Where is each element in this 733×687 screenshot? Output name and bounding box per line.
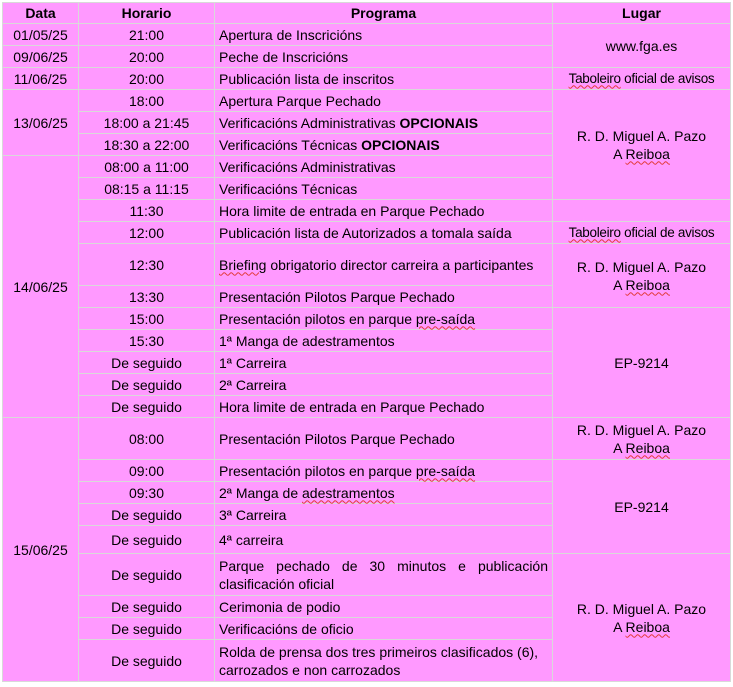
- time-cell: 09:30: [79, 482, 215, 504]
- time-cell: 08:00 a 11:00: [79, 156, 215, 178]
- place-cell: [553, 68, 731, 90]
- table-row: [3, 200, 731, 222]
- program-cell: Verificacións Técnicas OPCIONAIS: [215, 134, 553, 156]
- place-cell: Taboleiro oficial de avisos: [553, 222, 731, 244]
- date-cell: 14/06/25: [3, 156, 79, 418]
- place-cell: EP-9214: [553, 460, 731, 554]
- time-cell: De seguido: [79, 554, 215, 596]
- time-cell: 18:00 a 21:45: [79, 112, 215, 134]
- program-cell: 1ª Manga de adestramentos: [215, 330, 553, 352]
- place-cell: R. D. Miguel A. Pazo A Reiboa: [553, 244, 731, 308]
- program-cell: Verificacións Técnicas: [215, 178, 553, 200]
- place-text: oficial de avisos: [620, 70, 715, 86]
- time-cell: De seguido: [79, 396, 215, 418]
- schedule-table: [2, 2, 731, 682]
- time-cell: 15:00: [79, 308, 215, 330]
- time-cell: De seguido: [79, 526, 215, 554]
- program-cell: Presentación pilotos en parque pre-saída: [215, 308, 553, 330]
- program-cell: Parque pechado de 30 minutos e publicación clasificación oficial: [215, 554, 553, 596]
- time-cell: 12:30: [79, 244, 215, 286]
- program-cell: Peche de Inscricións: [215, 46, 553, 68]
- program-cell: Apertura Parque Pechado: [215, 90, 553, 112]
- table-row: [3, 24, 731, 46]
- table-row: [3, 418, 731, 460]
- table-row: [3, 460, 731, 482]
- time-cell: De seguido: [79, 640, 215, 682]
- time-cell: 20:00: [79, 46, 215, 68]
- date-cell: 01/05/25: [3, 24, 79, 46]
- header-data: Data: [3, 3, 79, 24]
- place-text: Taboleiro: [568, 70, 621, 86]
- header-row: [3, 3, 731, 24]
- table-row: [3, 68, 731, 90]
- date-cell: 15/06/25: [3, 418, 79, 682]
- program-cell: Hora limite de entrada en Parque Pechado: [215, 200, 553, 222]
- program-cell: Briefing obrigatorio director carreira a participantes: [215, 244, 553, 286]
- time-cell: 11:30: [79, 200, 215, 222]
- program-cell: Presentación pilotos en parque pre-saída: [215, 460, 553, 482]
- program-cell: Verificacións Administrativas OPCIONAIS: [215, 112, 553, 134]
- time-cell: 09:00: [79, 460, 215, 482]
- table-row: [3, 308, 731, 330]
- time-cell: 18:00: [79, 90, 215, 112]
- time-cell: 18:30 a 22:00: [79, 134, 215, 156]
- program-cell: 2ª Manga de adestramentos: [215, 482, 553, 504]
- header-programa: Programa: [215, 3, 553, 24]
- time-cell: De seguido: [79, 618, 215, 640]
- time-cell: 21:00: [79, 24, 215, 46]
- place-cell: R. D. Miguel A. Pazo A Reiboa: [553, 554, 731, 682]
- time-cell: 20:00: [79, 68, 215, 90]
- place-cell: EP-9214: [553, 308, 731, 418]
- place-cell-empty: [553, 200, 731, 222]
- date-cell: 09/06/25: [3, 46, 79, 68]
- date-cell: 13/06/25: [3, 90, 79, 156]
- header-lugar: Lugar: [553, 3, 731, 24]
- program-cell: 2ª Carreira: [215, 374, 553, 396]
- program-cell: Presentación Pilotos Parque Pechado: [215, 286, 553, 308]
- program-cell: Verificacións Administrativas: [215, 156, 553, 178]
- date-cell: 11/06/25: [3, 68, 79, 90]
- place-text: A Reiboa: [613, 145, 670, 162]
- program-cell: Presentación Pilotos Parque Pechado: [215, 418, 553, 460]
- program-cell: Cerimonia de podio: [215, 596, 553, 618]
- time-cell: De seguido: [79, 504, 215, 526]
- program-cell: 3ª Carreira: [215, 504, 553, 526]
- time-cell: De seguido: [79, 596, 215, 618]
- place-text: R. D. Miguel A. Pazo: [576, 127, 707, 144]
- program-cell: Apertura de Inscricións: [215, 24, 553, 46]
- place-cell: www.fga.es: [553, 24, 731, 68]
- time-cell: 15:30: [79, 330, 215, 352]
- table-row: [3, 90, 731, 112]
- program-cell: 4ª carreira: [215, 526, 553, 554]
- table-row: [3, 244, 731, 286]
- time-cell: 12:00: [79, 222, 215, 244]
- time-cell: 08:00: [79, 418, 215, 460]
- header-horario: Horario: [79, 3, 215, 24]
- table-row: [3, 222, 731, 244]
- table-row: [3, 554, 731, 596]
- program-cell: Verificacións de oficio: [215, 618, 553, 640]
- time-cell: 13:30: [79, 286, 215, 308]
- program-cell: Rolda de prensa dos tres primeiros clasificados (6), carrozados e non carrozados: [215, 640, 553, 682]
- place-cell: [553, 90, 731, 200]
- place-cell: R. D. Miguel A. Pazo A Reiboa: [553, 418, 731, 460]
- time-cell: 08:15 a 11:15: [79, 178, 215, 200]
- program-cell: Publicación lista de inscritos: [215, 68, 553, 90]
- program-cell: Publicación lista de Autorizados a tomala saída: [215, 222, 553, 244]
- time-cell: De seguido: [79, 374, 215, 396]
- program-cell: Hora limite de entrada en Parque Pechado: [215, 396, 553, 418]
- program-cell: 1ª Carreira: [215, 352, 553, 374]
- time-cell: De seguido: [79, 352, 215, 374]
